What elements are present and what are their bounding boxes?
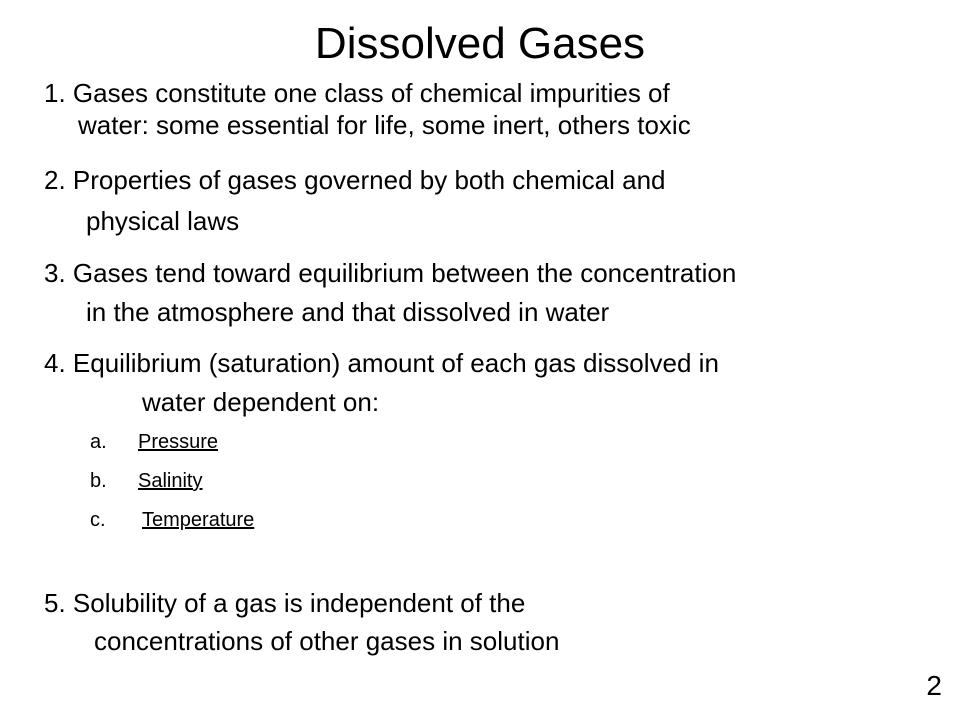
point-3-line-2: in the atmosphere and that dissolved in water bbox=[86, 297, 610, 327]
point-1-line-1: 1. Gases constitute one class of chemical impurities of bbox=[44, 78, 670, 108]
point-2-line-1: 2. Properties of gases governed by both chemical and bbox=[44, 165, 666, 195]
sub-item-text: Pressure bbox=[138, 431, 219, 453]
sub-item-text: Salinity bbox=[138, 470, 203, 492]
sub-item-pressure bbox=[90, 430, 218, 454]
sub-item-marker: b. bbox=[90, 470, 107, 492]
sub-item-text: Temperature bbox=[142, 509, 255, 531]
page-number: 2 bbox=[926, 670, 942, 701]
sub-item-marker: c. bbox=[90, 509, 106, 531]
point-4-line-2: water dependent on: bbox=[142, 387, 380, 417]
sub-item-temperature bbox=[90, 508, 254, 532]
point-4-line-1: 4. Equilibrium (saturation) amount of each gas dissolved in bbox=[44, 348, 719, 378]
sub-item-marker: a. bbox=[90, 431, 107, 453]
point-1-line-2: water: some essential for life, some inert, others toxic bbox=[78, 110, 691, 140]
point-2-line-2: physical laws bbox=[86, 206, 240, 236]
point-5-line-2: concentrations of other gases in solution bbox=[94, 626, 560, 656]
point-3-line-1: 3. Gases tend toward equilibrium between the concentration bbox=[44, 258, 737, 288]
point-5-line-1: 5. Solubility of a gas is independent of the bbox=[44, 588, 526, 618]
slide-title: Dissolved Gases bbox=[314, 19, 646, 68]
sub-item-salinity bbox=[90, 469, 202, 493]
